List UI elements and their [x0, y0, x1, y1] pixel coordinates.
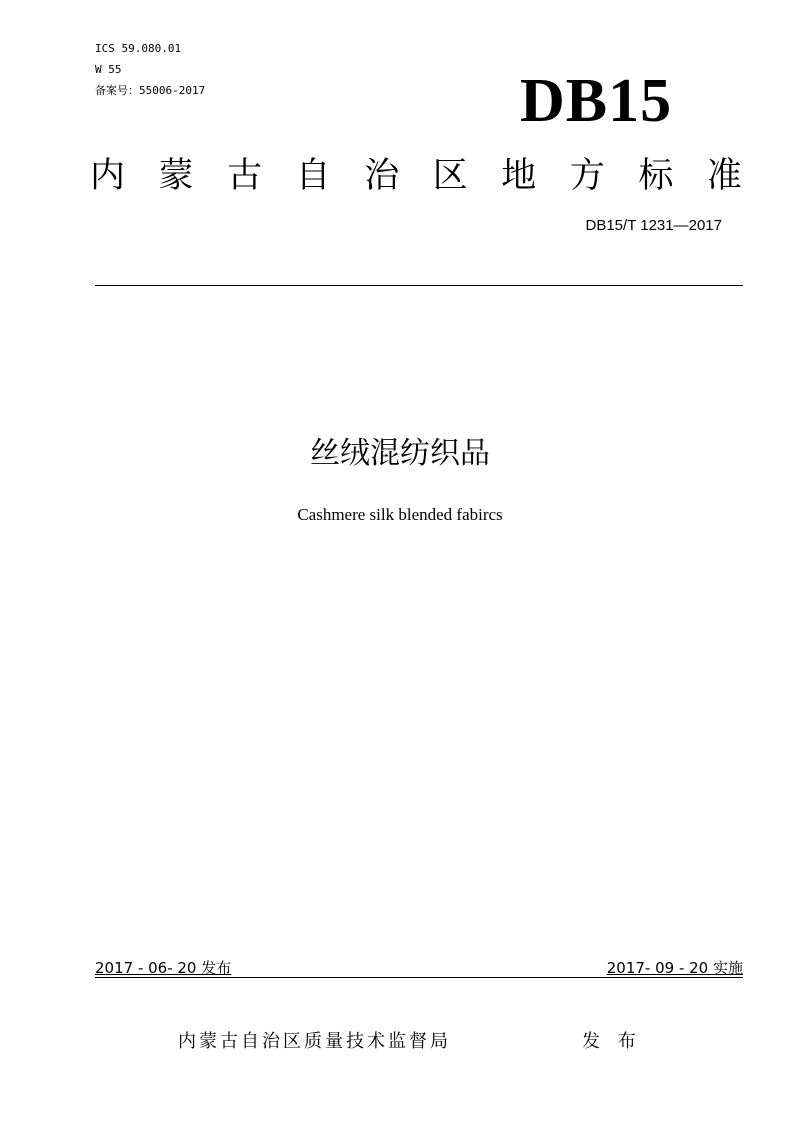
title-char: 蒙: [158, 156, 194, 196]
filing-number: 备案号：55006-2017: [95, 84, 206, 97]
document-title: 丝绒混纺织品: [310, 436, 490, 471]
title-char: 治: [364, 156, 400, 196]
title-char: 方: [569, 156, 605, 196]
title-char: 标: [638, 156, 674, 196]
release-date: 2017 - 06- 20 发布: [95, 959, 232, 977]
classification-code: W 55: [95, 63, 122, 76]
footer-divider: [95, 977, 743, 978]
title-char: 地: [501, 156, 537, 196]
implementation-date: 2017- 09 - 20 实施: [606, 959, 743, 977]
title-char: 区: [432, 156, 468, 196]
title-char: 准: [706, 156, 742, 196]
title-char: 古: [227, 156, 263, 196]
title-char: 自: [295, 156, 331, 196]
ics-code: ICS 59.080.01: [95, 42, 182, 55]
publisher-name: 内蒙古自治区质量技术监督局: [178, 1031, 451, 1052]
publish-label: 发 布: [582, 1031, 642, 1052]
header-divider: [95, 285, 743, 286]
document-english-title: Cashmere silk blended fabircs: [297, 505, 503, 524]
standard-category-title: [90, 152, 742, 200]
standard-code-logo: DB15: [520, 67, 673, 135]
standard-number: DB15/T 1231—2017: [585, 217, 722, 234]
title-char: 内: [90, 156, 126, 196]
